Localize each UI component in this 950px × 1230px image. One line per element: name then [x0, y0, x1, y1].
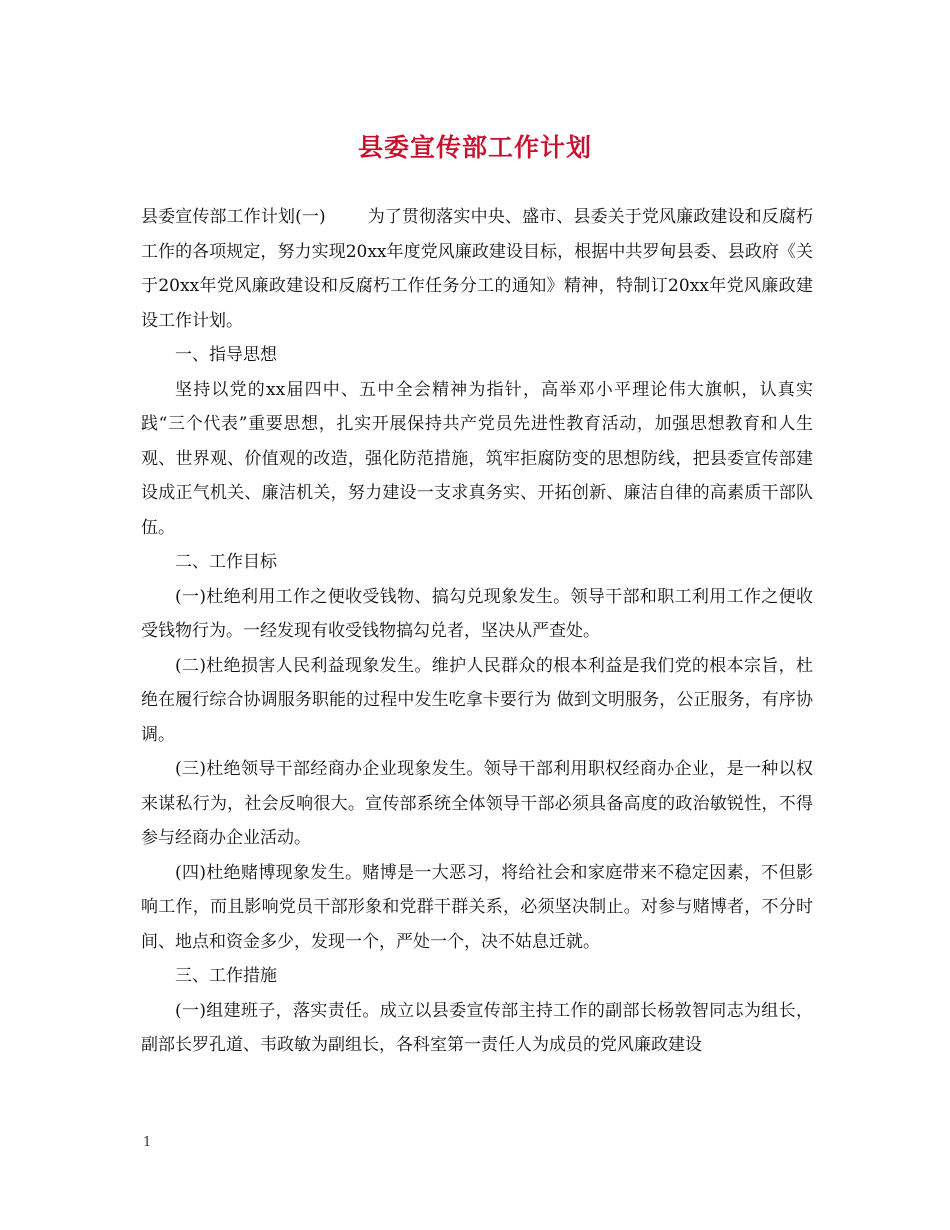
paragraph-goal-2: (二)杜绝损害人民利益现象发生。维护人民群众的根本利益是我们党的根本宗旨，杜绝在履行综合协调服务职能的过程中发生吃拿卡要行为 做到文明服务，公正服务，有序协调。: [141, 655, 813, 745]
lead-text: 为了贯彻落实中央、盛市、县委关于党风廉政建设和反腐朽工作的各项规定，努力实现20xx年度党风廉政建设目标，根据中共罗甸县委、县政府《关于20xx年党风廉政建设和反腐朽工作任务分工的通知》精神，特制订20xx年党风廉政建设工作计划。: [141, 207, 813, 331]
paragraph-goal-1: (一)杜绝利用工作之便收受钱物、搞勾兑现象发生。领导干部和职工利用工作之便收受钱物行为。一经发现有收受钱物搞勾兑者，坚决从严查处。: [141, 586, 813, 641]
paragraph-measure-1: (一)组建班子，落实责任。成立以县委宣传部主持工作的副部长杨敦智同志为组长，副部长罗孔道、韦政敏为副组长，各科室第一责任人为成员的党风廉政建设: [141, 1000, 813, 1055]
paragraph-goal-4: (四)杜绝赌博现象发生。赌博是一大恶习，将给社会和家庭带来不稳定因素，不但影响工作，而且影响党员干部形象和党群干群关系，必须坚决制止。对参与赌博者，不分时间、地点和资金多少，发现一个，严处一个，决不姑息迁就。: [141, 862, 813, 952]
page-number: 1: [143, 1135, 152, 1150]
paragraph-guiding-ideology: 坚持以党的xx届四中、五中全会精神为指针，高举邓小平理论伟大旗帜，认真实践“三个代表”重要思想，扎实开展保持共产党员先进性教育活动，加强思想教育和人生观、世界观、价值观的改造，强化防范措施，筑牢拒腐防变的思想防线，把县委宣传部建设成正气机关、廉洁机关，努力建设一支求真务实、开拓创新、廉洁自律的高素质干部队伍。: [141, 379, 813, 538]
heading-work-measures: 三、工作措施: [175, 966, 277, 986]
paragraph-goal-3: (三)杜绝领导干部经商办企业现象发生。领导干部利用职权经商办企业，是一种以权来谋私行为，社会反响很大。宣传部系统全体领导干部必须具备高度的政治敏锐性，不得参与经商办企业活动。: [141, 759, 813, 848]
lead-paragraph: [141, 200, 813, 338]
lead-label: 县委宣传部工作计划(一): [141, 207, 326, 227]
heading-work-goals: 二、工作目标: [175, 552, 277, 572]
document-body: [141, 200, 813, 1063]
document-title: 县委宣传部工作计划: [357, 133, 592, 162]
heading-guiding-ideology: 一、指导思想: [175, 345, 277, 365]
